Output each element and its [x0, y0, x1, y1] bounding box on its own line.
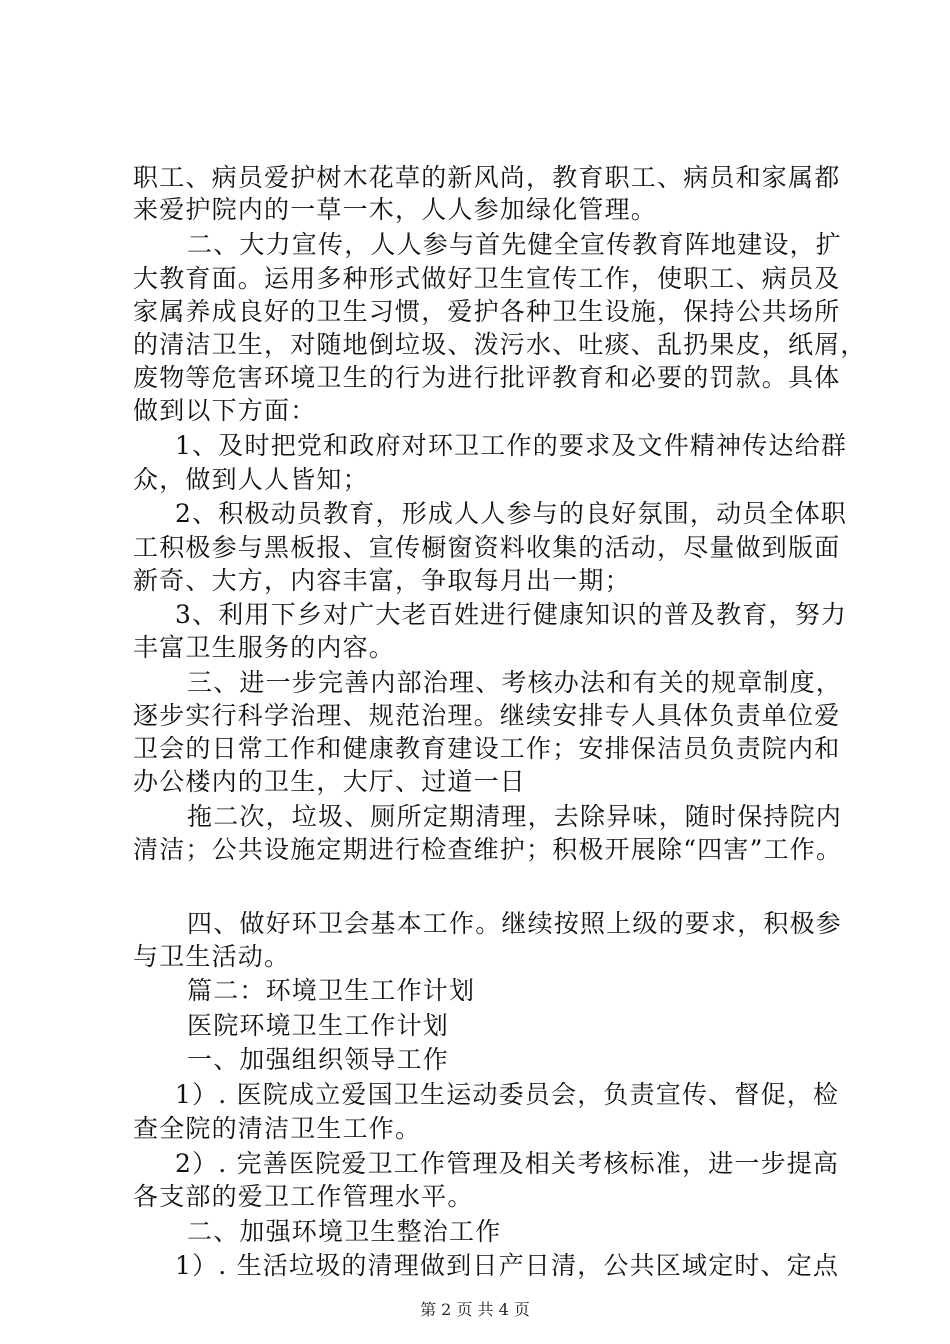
- text-line: 做到以下方面：: [133, 396, 317, 425]
- text-line: 新奇、大方，内容丰富，争取每月出一期；: [133, 566, 631, 595]
- text-line: 一、加强组织领导工作: [187, 1045, 450, 1074]
- text-line: 二、大力宣传，人人参与首先健全宣传教育阵地建设，扩: [187, 230, 843, 259]
- text-line: 2）. 完善医院爱卫工作管理及相关考核标准，进一步提高: [175, 1149, 840, 1178]
- text-line: 医院环境卫生工作计划: [187, 1011, 450, 1040]
- text-line: 卫会的日常工作和健康教育建设工作；安排保洁员负责院内和: [133, 734, 841, 763]
- text-line: 拖二次，垃圾、厕所定期清理，去除异味，随时保持院内: [187, 802, 843, 831]
- text-line: 众，做到人人皆知；: [133, 465, 369, 494]
- text-line: 大教育面。运用多种形式做好卫生宣传工作，使职工、病员及: [133, 264, 841, 293]
- page-footer: 第 2 页 共 4 页: [420, 1300, 530, 1319]
- text-line: 逐步实行科学治理、规范治理。继续安排专人具体负责单位爱: [133, 701, 841, 730]
- text-line: 办公楼内的卫生，大厅、过道一日: [133, 767, 527, 796]
- text-line: 篇二：环境卫生工作计划: [187, 976, 476, 1005]
- text-line: 四、做好环卫会基本工作。继续按照上级的要求，积极参: [187, 909, 843, 938]
- text-line: 丰富卫生服务的内容。: [133, 633, 396, 662]
- text-line: 1、及时把党和政府对环卫工作的要求及文件精神传达给群: [175, 431, 848, 460]
- text-line: 二、加强环境卫生整治工作: [187, 1217, 502, 1246]
- text-line: 工积极参与黑板报、宣传橱窗资料收集的活动，尽量做到版面: [133, 533, 841, 562]
- text-line: 的清洁卫生，对随地倒垃圾、泼污水、吐痰、乱扔果皮，纸屑，: [133, 330, 867, 359]
- text-line: 三、进一步完善内部治理、考核办法和有关的规章制度，: [187, 668, 843, 697]
- text-line: 清洁；公共设施定期进行检查维护；积极开展除“四害”工作。: [133, 835, 843, 864]
- text-line: 1）. 生活垃圾的清理做到日产日清，公共区域定时、定点: [175, 1251, 840, 1280]
- text-line: 1）. 医院成立爱国卫生运动委员会，负责宣传、督促，检: [175, 1080, 840, 1109]
- text-line: 与卫生活动。: [133, 942, 291, 971]
- text-line: 3、利用下乡对广大老百姓进行健康知识的普及教育，努力: [175, 600, 848, 629]
- text-line: 各支部的爱卫工作管理水平。: [133, 1182, 474, 1211]
- text-line: 家属养成良好的卫生习惯，爱护各种卫生设施，保持公共场所: [133, 297, 841, 326]
- text-line: 2、积极动员教育，形成人人参与的良好氛围，动员全体职: [175, 499, 848, 528]
- text-line: 废物等危害环境卫生的行为进行批评教育和必要的罚款。具体: [133, 363, 841, 392]
- text-line: 查全院的清洁卫生工作。: [133, 1114, 422, 1143]
- text-line: 来爱护院内的一草一木，人人参加绿化管理。: [133, 195, 658, 224]
- text-line: 职工、病员爱护树木花草的新风尚，教育职工、病员和家属都: [133, 163, 841, 192]
